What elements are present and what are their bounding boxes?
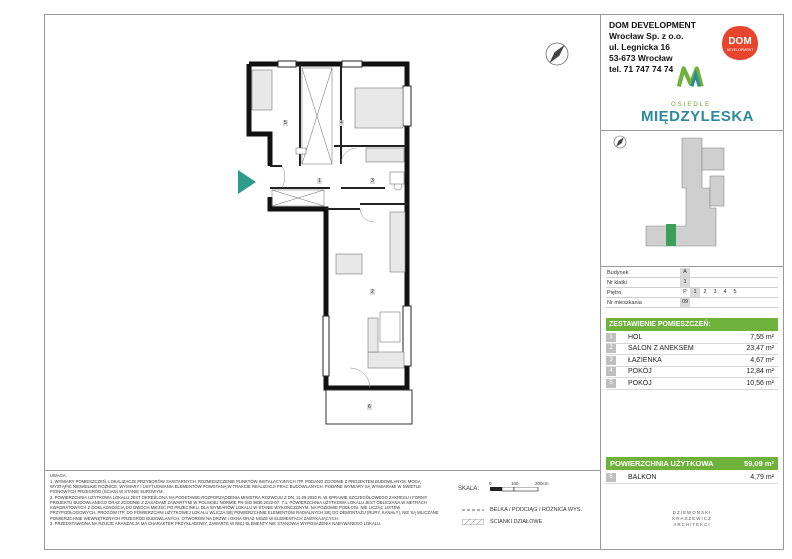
note-3: 3. PRZEDSTAWIONA NA RZUCIE ARANŻACJA MA CHARAKTER PRZYKŁADOWY, ZAWARTE W NIEJ ELEMENTY NIE STANOWIĄ WYPOSAŻENIA NABYWANEGO LOKALU.	[50, 521, 382, 527]
plan-label-2: 2	[371, 289, 374, 295]
bed-small	[252, 70, 272, 110]
sofa-seat	[368, 318, 378, 352]
entry-arrow	[238, 170, 256, 194]
room-row: 5 POKÓJ 10,56 m²	[606, 378, 778, 390]
scale-bar	[490, 487, 540, 492]
developer-street: ul. Legnicka 16	[609, 42, 670, 52]
rooms-title: ZESTAWIENIE POMIESZCZEŃ:	[606, 318, 778, 331]
panel-divider	[600, 14, 601, 550]
architect-logo: DZIEWOŃSKI KRASZEWICZ ARCHITEKCI	[672, 510, 712, 527]
floor-plan	[230, 56, 440, 426]
room-row: 4 POKÓJ 12,84 m²	[606, 367, 778, 379]
info-row-building: Budynek A	[606, 268, 778, 278]
bathtub	[366, 148, 404, 162]
total-area-value: 59,09 m²	[743, 459, 774, 468]
divider-bottom	[44, 470, 600, 471]
developer-phone: tel. 71 747 74 74	[609, 64, 674, 74]
dining-table	[336, 254, 362, 274]
kitchen-counter	[390, 212, 405, 272]
legend-beam: BELKA / PODCIĄG / RÓŻNICA WYS.	[462, 507, 582, 513]
plan-label-3: 3	[371, 178, 374, 184]
plan-label-6: 6	[368, 404, 371, 410]
site-plan-map	[606, 128, 778, 264]
plan-label-1: 1	[318, 178, 321, 184]
note-1: 1. WYMIARY POMIESZCZEŃ, LOKALIZACJE PRZYBORÓW SANITARNYCH, ROZMIESZCZENIE PUNKTÓW INSTALACYJNYCH ITP. PODANO ZGODNIE Z PROJEKTEM BUDOWLANYM. MOGĄ WYSTĄPIĆ NIEWIELKIE RÓŻNICE. WYMIARY I USYTUOWANIA ELEMENTÓW POWSTANĄ W TRAKCIE REALIZACJI PRAC BUDOWLANYCH. PODANE WYMIARY SĄ WYMIARAMI W ŚWIETLE PIONOWYCH PRZEGRÓD (ŚCIAN) W STANIE SUROWYM.	[50, 478, 421, 495]
room-row: 3 ŁAZIENKA 4,67 m²	[606, 355, 778, 367]
plan-label-5: 5	[284, 120, 287, 126]
room-row: 1 HOL 7,55 m²	[606, 332, 778, 344]
note-2: 2. POWIERZCHNIA UŻYTKOWA LOKALU JEST OKREŚLONA NA PODSTAWIE ROZPORZĄDZENIA MINISTRA ROZWOJU Z DN. 11.09.2020 R. W SPRAWIE SZCZEGÓŁOWEGO ZAKRESU I FORMY PROJEKTU BUDOWLANEGO ORAZ ZGODNIE Z ZASADAMI ZAWARTYMI W POLSKIEJ NORMIE PN-ISO 9836:2022-07. 7.1. POWIERZCHNIA UŻYTKOWA LOKALU JEST OBLICZANA W METRACH KWADRATOWYCH Z DOKŁADNOŚCIĄ DO DWÓCH MIEJSC PO PRZECINKU, DLA WYMIARÓW LOKALU W STANIE WYKOŃCZONYM, NA POZIOMIE PODŁOGI, NIE LICZĄC LISTEW PRZYPODŁOGOWYCH, PROGÓW ITP. DO POWIERZCHNI UŻYTKOWEJ LOKALU WLICZA SIĘ POWIERZCHNIE ELEMENTÓW RADIALNYCH SIĘ DO DEMONTAŻU (RURY, KANAŁY), NIE SĄ WLICZANE POWIERZCHNIE WEWNĘTRZNYCH PRZEGRÓD BUDOWLANYCH, OTWORÓW NA DRZWI I OKNA ORAZ NISZE W ELEMENTACH ZAMYKAJĄCYCH.	[50, 494, 439, 521]
plan-label-4: 4	[340, 120, 343, 126]
developer-name: DOM DEVELOPMENT	[609, 20, 696, 30]
svg-text:DOM: DOM	[728, 36, 752, 47]
notes-title: UWAGA:	[50, 473, 67, 478]
bed-large	[355, 88, 403, 128]
partition-hatch-icon	[462, 519, 484, 525]
outer-wall	[249, 64, 407, 204]
beam-line-icon	[462, 507, 484, 513]
developer-company: Wrocław Sp. z o.o.	[609, 31, 684, 41]
svg-text:DEVELOPMENT: DEVELOPMENT	[726, 48, 754, 52]
dom-logo	[718, 24, 762, 62]
divider-mid	[600, 266, 784, 267]
notes	[50, 473, 442, 527]
estate-name: MIĘDZYLESKA	[641, 108, 755, 125]
scale-label: SKALA:	[458, 486, 480, 492]
info-row-floor: Piętro P 1 2 3 4 5	[606, 288, 778, 298]
sofa	[368, 352, 404, 368]
estate-subtitle: OSIEDLE	[670, 102, 711, 108]
total-area-bar	[606, 457, 778, 470]
legend-walls: ŚCIANKI DZIAŁOWE	[462, 519, 542, 525]
balcony-row: 6 BALKON 4,79 m²	[606, 472, 778, 484]
estate-logo-icon	[640, 66, 750, 102]
info-row-staircase: Nr klatki 1	[606, 278, 778, 288]
rooms-list	[606, 332, 778, 390]
compass-icon	[543, 40, 571, 68]
apartment-location-highlight	[666, 224, 676, 246]
info-table	[606, 268, 778, 308]
room-row: 2 SALON Z ANEKSEM 23,47 m²	[606, 344, 778, 356]
developer-city: 53-673 Wrocław	[609, 53, 673, 63]
total-area-label: POWIERZCHNIA UŻYTKOWA	[610, 459, 714, 468]
info-row-apartment: Nr mieszkania 09	[606, 298, 778, 308]
